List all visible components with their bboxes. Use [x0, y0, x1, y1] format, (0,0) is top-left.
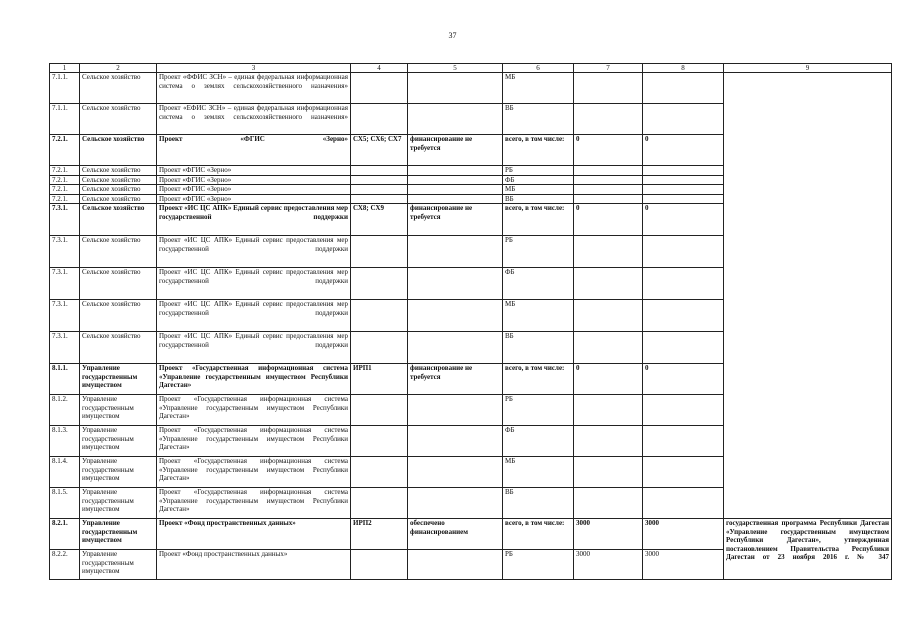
code-cell — [351, 73, 408, 104]
value-col7-cell — [574, 395, 643, 426]
sector-cell: Сельское хозяйство — [80, 166, 157, 176]
col-header: 4 — [351, 64, 408, 73]
financing-cell — [408, 550, 503, 580]
sector-cell: Сельское хозяйство — [80, 268, 157, 300]
sector-cell: Сельское хозяйство — [80, 194, 157, 204]
row-number: 8.1.2. — [50, 395, 80, 426]
header-row — [50, 64, 892, 73]
project-cell: Проект «Государственная информационная система «Управление государственным имуществом Республики Дагестан» — [157, 457, 351, 488]
value-col8-cell — [643, 166, 724, 176]
col-header: 6 — [503, 64, 574, 73]
row-number: 8.1.3. — [50, 426, 80, 457]
source-cell: ВБ — [503, 488, 574, 519]
projects-table — [49, 63, 892, 580]
code-cell — [351, 166, 408, 176]
financing-cell — [408, 395, 503, 426]
col-header: 7 — [574, 64, 643, 73]
financing-cell — [408, 194, 503, 204]
code-cell — [351, 332, 408, 364]
financing-cell — [408, 488, 503, 519]
row-number: 7.2.1. — [50, 166, 80, 176]
source-cell: ВБ — [503, 332, 574, 364]
source-cell: ФБ — [503, 268, 574, 300]
sector-cell: Управление государственным имуществом — [80, 457, 157, 488]
code-cell — [351, 194, 408, 204]
source-cell: ВБ — [503, 104, 574, 135]
financing-cell — [408, 236, 503, 268]
value-col7-cell: 0 — [574, 364, 643, 395]
project-cell: Проект «Государственная информационная система «Управление государственным имуществом Республики Дагестан» — [157, 488, 351, 519]
sector-cell: Сельское хозяйство — [80, 332, 157, 364]
project-cell: Проект «ИС ЦС АПК» Единый сервис предоставления мер государственной поддержки — [157, 332, 351, 364]
row-number: 7.1.1. — [50, 104, 80, 135]
value-col8-cell — [643, 426, 724, 457]
col-header: 3 — [157, 64, 351, 73]
row-number: 7.3.1. — [50, 300, 80, 332]
value-col7-cell — [574, 488, 643, 519]
sector-cell: Сельское хозяйство — [80, 236, 157, 268]
value-col7-cell — [574, 194, 643, 204]
code-cell — [351, 268, 408, 300]
col-header: 1 — [50, 64, 80, 73]
sector-cell: Управление государственным имуществом — [80, 426, 157, 457]
source-cell: РБ — [503, 166, 574, 176]
sector-cell: Сельское хозяйство — [80, 73, 157, 104]
project-cell: Проект «Фонд пространственных данных» — [157, 550, 351, 580]
sector-cell: Управление государственным имуществом — [80, 364, 157, 395]
value-col8-cell: 0 — [643, 364, 724, 395]
project-cell: Проект «ИС ЦС АПК» Единый сервис предоставления мер государственной поддержки — [157, 236, 351, 268]
code-cell: ИРП2 — [351, 519, 408, 550]
value-col7-cell — [574, 185, 643, 195]
code-cell — [351, 488, 408, 519]
sector-cell: Сельское хозяйство — [80, 104, 157, 135]
row-number: 8.1.4. — [50, 457, 80, 488]
source-cell: всего, в том числе: — [503, 519, 574, 550]
table-row — [50, 73, 892, 104]
value-col7-cell — [574, 426, 643, 457]
code-cell: СХ8; СХ9 — [351, 204, 408, 236]
source-cell: ФБ — [503, 175, 574, 185]
financing-cell — [408, 268, 503, 300]
value-col8-cell — [643, 104, 724, 135]
project-cell: Проект «ИС ЦС АПК» Единый сервис предоставления мер государственной поддержки — [157, 300, 351, 332]
col-header: 8 — [643, 64, 724, 73]
project-cell: Проект «Государственная информационная система «Управление государственным имуществом Республики Дагестан» — [157, 426, 351, 457]
value-col8-cell: 3000 — [643, 519, 724, 550]
value-col8-cell: 0 — [643, 204, 724, 236]
value-col7-cell — [574, 332, 643, 364]
financing-cell: финансирование не требуется — [408, 135, 503, 166]
code-cell — [351, 185, 408, 195]
value-col7-cell — [574, 104, 643, 135]
code-cell — [351, 457, 408, 488]
code-cell — [351, 236, 408, 268]
financing-cell: обеспечено финансированием — [408, 519, 503, 550]
sector-cell: Управление государственным имуществом — [80, 488, 157, 519]
table-row — [50, 519, 892, 550]
value-col8-cell — [643, 300, 724, 332]
row-number: 8.1.1. — [50, 364, 80, 395]
project-cell: Проект «ФГИС «Зерно» — [157, 185, 351, 195]
project-cell: Проект «ФГИС «Зерно» — [157, 135, 351, 166]
source-cell: МБ — [503, 185, 574, 195]
page-number: 37 — [448, 31, 457, 40]
code-cell — [351, 550, 408, 580]
code-cell — [351, 175, 408, 185]
row-number: 7.2.1. — [50, 175, 80, 185]
row-number: 8.1.5. — [50, 488, 80, 519]
code-cell: СХ5; СХ6; СХ7 — [351, 135, 408, 166]
row-number: 7.2.1. — [50, 135, 80, 166]
value-col8-cell — [643, 175, 724, 185]
row-number: 7.2.1. — [50, 185, 80, 195]
col-header: 9 — [724, 64, 892, 73]
source-cell: МБ — [503, 457, 574, 488]
value-col7-cell — [574, 175, 643, 185]
project-cell: Проект «ФГИС «Зерно» — [157, 194, 351, 204]
row-number: 8.2.1. — [50, 519, 80, 550]
value-col8-cell — [643, 73, 724, 104]
row-number: 8.2.2. — [50, 550, 80, 580]
col9-empty-cell — [724, 73, 892, 519]
financing-cell — [408, 166, 503, 176]
project-cell: Проект «ЕФИС ЗСН» – единая федеральная информационная система о землях сельскохозяйственного назначения» — [157, 104, 351, 135]
value-col7-cell: 3000 — [574, 519, 643, 550]
value-col8-cell: 0 — [643, 135, 724, 166]
sector-cell: Управление государственным имуществом — [80, 519, 157, 550]
row-number: 7.3.1. — [50, 236, 80, 268]
source-cell: всего, в том числе: — [503, 364, 574, 395]
sector-cell: Сельское хозяйство — [80, 135, 157, 166]
financing-cell — [408, 332, 503, 364]
source-cell: РБ — [503, 550, 574, 580]
financing-cell — [408, 104, 503, 135]
financing-cell — [408, 175, 503, 185]
value-col7-cell — [574, 268, 643, 300]
row-number: 7.3.1. — [50, 268, 80, 300]
sector-cell: Сельское хозяйство — [80, 175, 157, 185]
source-cell: ФБ — [503, 426, 574, 457]
project-cell: Проект «ФГИС «Зерно» — [157, 166, 351, 176]
col-header: 2 — [80, 64, 157, 73]
value-col8-cell — [643, 194, 724, 204]
value-col8-cell: 3000 — [643, 550, 724, 580]
financing-cell — [408, 457, 503, 488]
financing-cell — [408, 300, 503, 332]
project-cell: Проект «ФГИС «Зерно» — [157, 175, 351, 185]
financing-cell — [408, 426, 503, 457]
financing-cell — [408, 73, 503, 104]
financing-cell: финансирование не требуется — [408, 364, 503, 395]
project-cell: Проект «ИС ЦС АПК» Единый сервис предоставления мер государственной поддержки — [157, 268, 351, 300]
code-cell — [351, 300, 408, 332]
code-cell — [351, 395, 408, 426]
project-cell: Проект «Фонд пространственных данных» — [157, 519, 351, 550]
sector-cell: Управление государственным имуществом — [80, 550, 157, 580]
value-col7-cell: 0 — [574, 135, 643, 166]
row-number: 7.3.1. — [50, 332, 80, 364]
value-col7-cell — [574, 300, 643, 332]
row-number: 7.3.1. — [50, 204, 80, 236]
source-cell: МБ — [503, 73, 574, 104]
program-note-cell: государственная программа Республики Дагестан «Управление государственным имуществом Республики Дагестан», утвержденная постановлением Правительства Республики Дагестан от 23 ноября 2016 г. № 347 — [724, 519, 892, 580]
code-cell: ИРП1 — [351, 364, 408, 395]
value-col8-cell — [643, 185, 724, 195]
row-number: 7.2.1. — [50, 194, 80, 204]
value-col7-cell — [574, 236, 643, 268]
source-cell: всего, в том числе: — [503, 204, 574, 236]
code-cell — [351, 426, 408, 457]
source-cell: всего, в том числе: — [503, 135, 574, 166]
value-col7-cell — [574, 457, 643, 488]
project-cell: Проект «Государственная информационная система «Управление государственным имуществом Республики Дагестан» — [157, 364, 351, 395]
value-col8-cell — [643, 457, 724, 488]
source-cell: РБ — [503, 236, 574, 268]
value-col8-cell — [643, 236, 724, 268]
sector-cell: Управление государственным имуществом — [80, 395, 157, 426]
col-header: 5 — [408, 64, 503, 73]
financing-cell — [408, 185, 503, 195]
sector-cell: Сельское хозяйство — [80, 185, 157, 195]
value-col8-cell — [643, 268, 724, 300]
code-cell — [351, 104, 408, 135]
project-cell: Проект «Государственная информационная система «Управление государственным имуществом Республики Дагестан» — [157, 395, 351, 426]
value-col7-cell — [574, 166, 643, 176]
value-col8-cell — [643, 395, 724, 426]
financing-cell: финансирование не требуется — [408, 204, 503, 236]
project-cell: Проект «ИС ЦС АПК» Единый сервис предоставления мер государственной поддержки — [157, 204, 351, 236]
source-cell: ВБ — [503, 194, 574, 204]
sector-cell: Сельское хозяйство — [80, 204, 157, 236]
value-col7-cell: 0 — [574, 204, 643, 236]
row-number: 7.1.1. — [50, 73, 80, 104]
value-col7-cell — [574, 73, 643, 104]
value-col8-cell — [643, 332, 724, 364]
value-col7-cell: 3000 — [574, 550, 643, 580]
project-cell: Проект «ФФИС ЗСН» – единая федеральная информационная система о землях сельскохозяйственного назначения» — [157, 73, 351, 104]
source-cell: РБ — [503, 395, 574, 426]
value-col8-cell — [643, 488, 724, 519]
sector-cell: Сельское хозяйство — [80, 300, 157, 332]
source-cell: МБ — [503, 300, 574, 332]
